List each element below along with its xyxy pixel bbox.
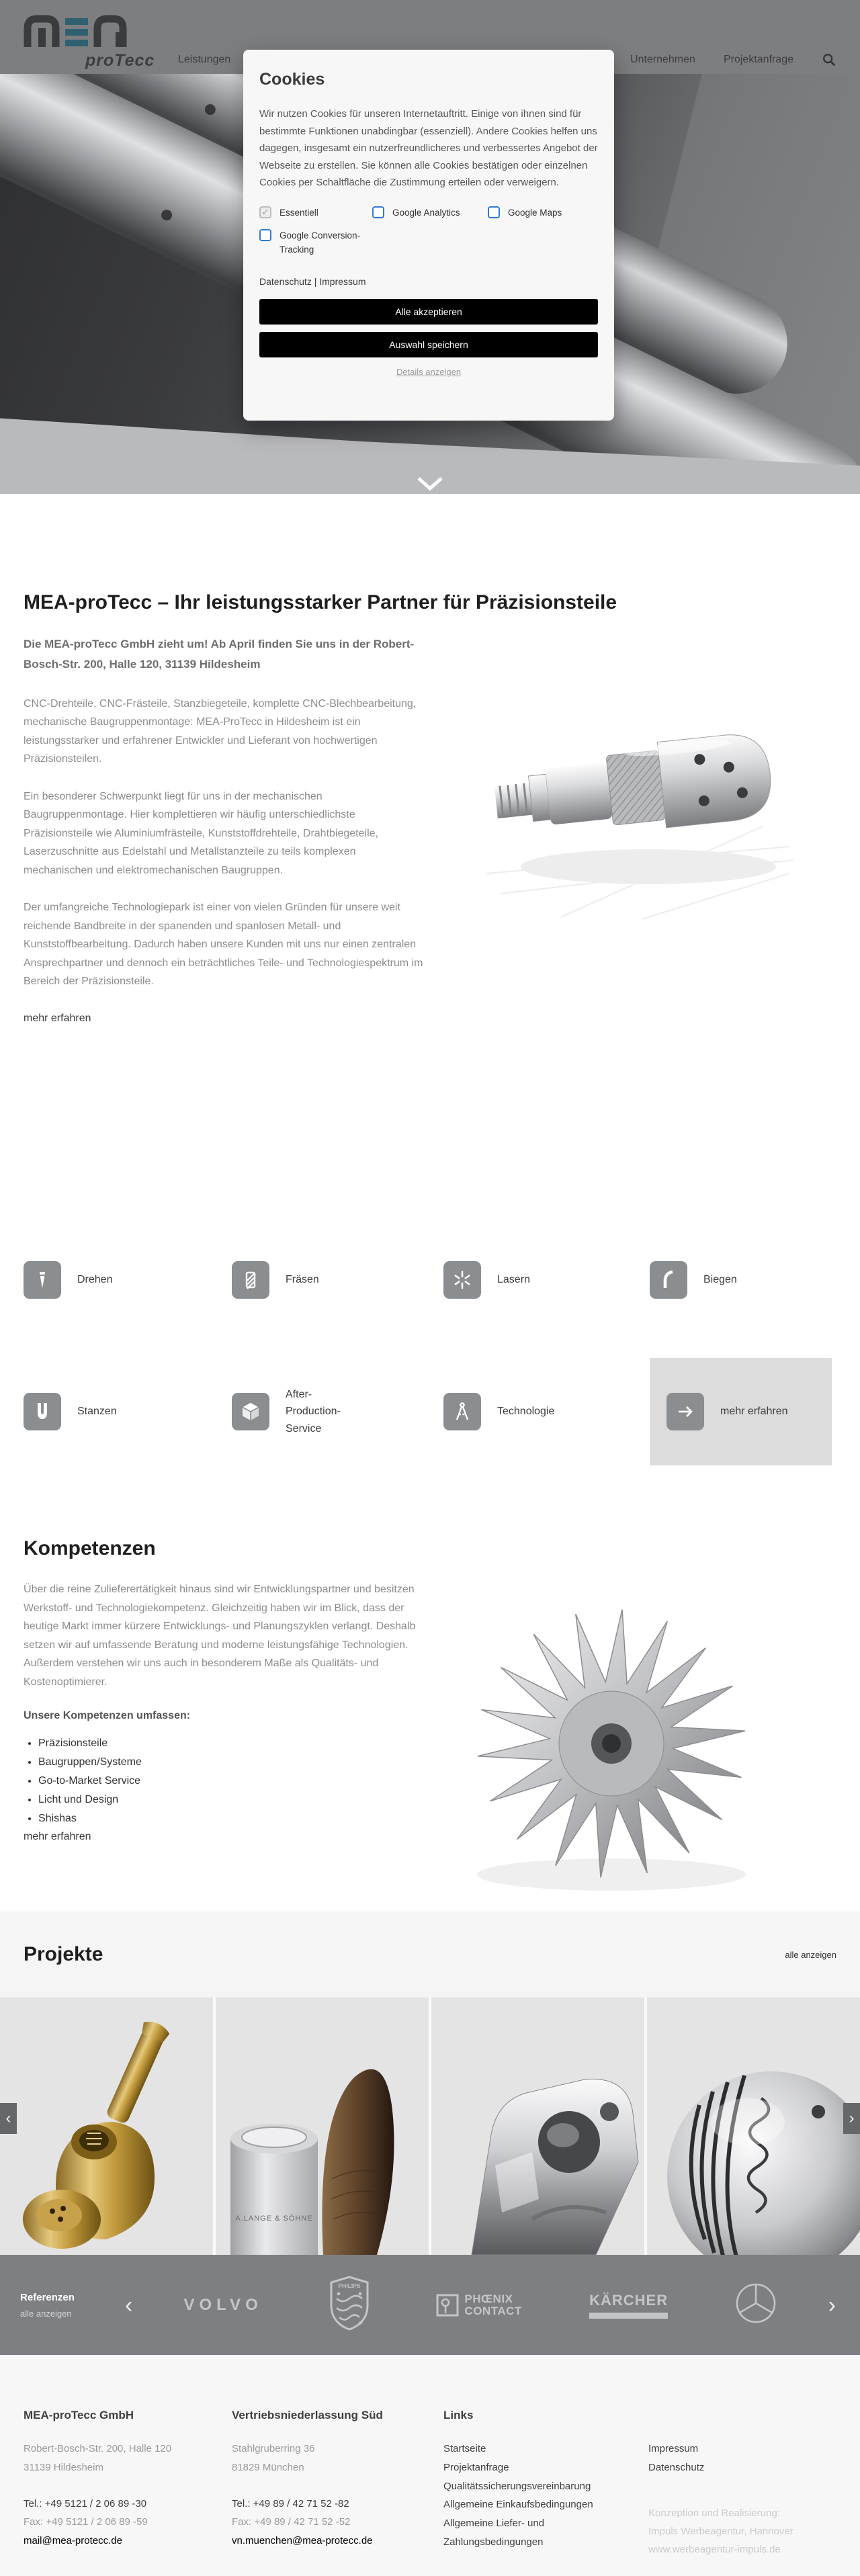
nav-item-projektanfrage[interactable]: Projektanfrage <box>723 54 793 65</box>
service-tile-biegen[interactable] <box>650 1261 832 1299</box>
projekte-header <box>0 1912 860 1998</box>
project-tile-shisha[interactable] <box>0 1998 213 2255</box>
mercedes-logo <box>735 2282 777 2327</box>
page-title: MEA-proTecc – Ihr leistungsstarker Partner für Präzisionsteile <box>24 591 617 613</box>
details-anzeigen-link[interactable]: Details anzeigen <box>396 367 462 378</box>
product-photo-nozzle <box>480 652 796 924</box>
footer-col-legal <box>648 2409 836 2576</box>
intro-paragraph: Ein besonderer Schwerpunkt liegt für uns in der mechanischen Baugruppenmontage. Hier komplettieren wir häufig unterschiedlichste Präzisionsteile wie Aluminiumfrästeile, Kunststoffdrehteile, Drahtbiegeteile, Laserzuschnitte aus Edelstahl und Metallstanzteile zu teils komplexen mechanischen und elektromechanischen Baugruppen. <box>24 790 378 876</box>
logo-subtext: proTecc <box>85 51 155 70</box>
projekte-all-link[interactable]: alle anzeigen <box>785 1949 836 1960</box>
checkbox-unchecked-icon[interactable] <box>488 206 500 218</box>
kaercher-underline <box>589 2313 668 2319</box>
section-title: Projekte <box>24 1943 103 1965</box>
footer-phone: Tel.: +49 89 / 42 71 52 -82 <box>232 2497 349 2509</box>
milling-icon <box>232 1261 269 1299</box>
footer-address: 81829 München <box>232 2461 304 2473</box>
kaercher-logo <box>589 2292 668 2319</box>
footer-link-qualitaetssicherung[interactable]: Qualitätssicherungsvereinbarung <box>443 2480 591 2492</box>
checkbox-label: Google Analytics <box>392 207 460 218</box>
services-more-card[interactable] <box>650 1358 832 1465</box>
footer-col-links <box>443 2409 648 2576</box>
credit-link[interactable]: www.werbeagentur-impuls.de <box>648 2543 781 2555</box>
phoenix-contact-icon <box>436 2294 459 2317</box>
credit-line: Impuls Werbeagentur, Hannover <box>648 2525 793 2537</box>
logo-mea-icon <box>24 12 131 50</box>
referenzen-title: Referenzen <box>20 2291 75 2303</box>
checkbox-label: Essentiell <box>280 207 318 218</box>
volvo-logo: VOLVO <box>183 2295 263 2314</box>
service-label: Stanzen <box>77 1406 117 1418</box>
philips-text: PHILIPS <box>338 2282 361 2289</box>
list-item: • Präzisionsteile <box>38 1734 836 1753</box>
phoenix-contact-logo <box>436 2293 521 2317</box>
footer-col-branch <box>232 2409 443 2576</box>
phoenix-text-line2: CONTACT <box>464 2304 522 2317</box>
cookie-dialog-text: Wir nutzen Cookies für unseren Internetauftritt. Einige von ihnen sind für bestimmte Funktionen unabdingbar (essenziell). Andere Cookies helfen uns dagegen, insgesamt ein nutzerfreundlicheres und verbessertes Angebot der Webseite zu erstellen. Sie können alle Cookies bestätigen oder einzelnen Cookies per Schaltfläche die Zustimmung erteilen oder verweigern. <box>259 108 598 188</box>
kompetenzen-section <box>0 1498 860 1912</box>
footer-link-projektanfrage[interactable]: Projektanfrage <box>443 2461 509 2473</box>
checkbox-unchecked-icon[interactable] <box>259 229 271 241</box>
punching-icon <box>24 1393 61 1430</box>
datenschutz-link[interactable]: Datenschutz <box>259 276 312 288</box>
credit-line: Konzeption und Realisierung: <box>648 2507 780 2519</box>
carousel-next-icon[interactable]: › <box>843 2103 860 2134</box>
footer-address: Robert-Bosch-Str. 200, Halle 120 <box>24 2443 172 2454</box>
kompetenzen-paragraph: Über die reine Zulieferertätigkeit hinaus sind wir Entwicklungspartner und besitzen Werkstoff- und Technologiekompetenz. Gleichzeitig haben wir im Blick, dass der heutige Markt immer kürzere Entwicklungs- und Planungszyklen verlangt. Deshalb setzen wir auf umfassende Beratung und moderne leistungsfähige Technologien. Außerdem verstehen wir uns auch in besonderem Maße als Qualitäts- und Kostenoptimierer. <box>24 1584 416 1688</box>
list-item: • Go-to-Market Service <box>38 1772 836 1791</box>
footer-link-einkaufsbedingungen[interactable]: Allgemeine Einkaufsbedingungen <box>443 2499 593 2511</box>
checkbox-google-analytics[interactable] <box>372 206 488 220</box>
checkbox-google-conversion-tracking[interactable] <box>259 229 434 257</box>
scroll-down-icon[interactable] <box>416 476 444 491</box>
footer-branch-title: Vertriebsniederlassung Süd <box>232 2409 383 2421</box>
intro-lead-text: Die MEA-proTecc GmbH zieht um! Ab April finden Sie uns in der Robert-Bosch-Str. 200, Halle 120, 31139 Hildesheim <box>24 638 415 671</box>
footer-email-link[interactable]: mail@mea-protecc.de <box>24 2535 122 2546</box>
phoenix-text-line1: PHŒNIX <box>464 2292 513 2305</box>
search-icon[interactable] <box>822 52 836 67</box>
product-photo-heatsink <box>447 1592 776 1912</box>
footer-fax: Fax: +49 5121 / 2 06 89 -59 <box>24 2516 148 2528</box>
footer-company-title: MEA-proTecc GmbH <box>24 2409 134 2421</box>
list-item: • Shishas <box>38 1809 836 1828</box>
project-tile-clamp[interactable] <box>431 1998 644 2255</box>
philips-logo <box>330 2276 369 2334</box>
service-label: After-Production-Service <box>286 1388 341 1434</box>
service-label: Fräsen <box>286 1273 319 1285</box>
list-item: • Baugruppen/Systeme <box>38 1753 836 1772</box>
project-tile-lange-soehne[interactable] <box>216 1998 429 2255</box>
logo[interactable] <box>24 12 155 70</box>
footer-col-company <box>24 2409 232 2576</box>
footer-phone: Tel.: +49 5121 / 2 06 89 -30 <box>24 2497 147 2509</box>
arrow-right-icon <box>666 1393 704 1430</box>
cookie-consent-dialog <box>243 50 614 421</box>
service-tile-technologie[interactable] <box>443 1393 650 1430</box>
checkbox-essentiell[interactable] <box>259 206 372 220</box>
service-label: Biegen <box>703 1273 737 1285</box>
service-tile-after-production-service[interactable] <box>232 1386 443 1438</box>
carousel-prev-icon[interactable]: ‹ <box>0 2103 17 2134</box>
referenzen-all-link[interactable]: alle anzeigen <box>20 2308 72 2319</box>
referenzen-intro <box>20 2292 121 2319</box>
compass-icon <box>443 1393 481 1430</box>
footer-credit <box>648 2504 836 2559</box>
nav-item-leistungen[interactable]: Leistungen <box>178 54 231 65</box>
kompetenzen-more-link[interactable]: mehr erfahren <box>24 1831 91 1843</box>
accept-all-button[interactable]: Alle akzeptieren <box>259 299 598 325</box>
brand-logos <box>136 2276 824 2334</box>
footer-link-startseite[interactable]: Startseite <box>443 2443 486 2454</box>
nav-item-unternehmen[interactable]: Unternehmen <box>630 54 695 65</box>
footer-links-title: Links <box>443 2409 474 2421</box>
service-tile-fraesen[interactable] <box>232 1261 443 1299</box>
cookie-checkbox-group <box>259 206 598 267</box>
package-icon <box>232 1393 269 1430</box>
footer-fax: Fax: +49 89 / 42 71 52 -52 <box>232 2516 351 2528</box>
service-label: mehr erfahren <box>720 1406 788 1418</box>
list-item: • Licht und Design <box>38 1791 836 1809</box>
intro-section <box>0 494 860 1223</box>
footer <box>0 2355 860 2576</box>
referenzen-bar <box>0 2255 860 2355</box>
footer-email-link[interactable]: vn.muenchen@mea-protecc.de <box>232 2535 373 2546</box>
intro-paragraph: CNC-Drehteile, CNC-Frästeile, Stanzbiegeteile, komplette CNC-Blechbearbeitung, mechanische Baugruppenmontage: MEA-ProTecc in Hildesheim ist ein leistungsstarker und erfahrener Entwickler und Lieferant von hochwertigen Präzisionsteilen. <box>24 697 417 765</box>
service-label: Drehen <box>77 1273 113 1285</box>
link-separator: | <box>314 276 317 288</box>
footer-link-datenschutz[interactable]: Datenschutz <box>648 2461 705 2473</box>
service-label: Lasern <box>497 1273 530 1285</box>
intro-paragraph: Der umfangreiche Technologiepark ist einer von vielen Gründen für unsere weit reichende Bandbreite in der spanenden und spanlosen Metall- und Kunststoffbearbeitung. Dadurch haben unsere Kunden mit uns nur einen zentralen Ansprechpartner und dennoch ein beträchtliches Teile- und Technologiespektrum im Bereich der Präzisionsteile. <box>24 902 423 988</box>
section-title: Kompetenzen <box>24 1537 156 1559</box>
laser-icon <box>443 1261 481 1299</box>
footer-link-lieferbedingungen[interactable]: Allgemeine Liefer- und Zahlungsbedingungen <box>443 2518 545 2548</box>
checkbox-checked-icon[interactable]: ✓ <box>259 206 271 218</box>
checkbox-label: Google Maps <box>508 207 562 218</box>
referenzen-prev-icon[interactable]: ‹ <box>125 2292 133 2318</box>
service-tile-drehen[interactable] <box>24 1261 232 1299</box>
lathe-tool-icon <box>24 1261 61 1299</box>
service-label: Technologie <box>497 1406 555 1418</box>
cookie-legal-links <box>259 276 598 287</box>
footer-link-impressum[interactable]: Impressum <box>648 2443 699 2454</box>
projekte-carousel <box>0 1998 860 2255</box>
save-selection-button[interactable]: Auswahl speichern <box>259 332 598 357</box>
kompetenzen-list-title: Unsere Kompetenzen umfassen: <box>24 1710 191 1722</box>
project-brand-text: A.LANGE & SÖHNE <box>235 2215 313 2223</box>
cookie-dialog-title: Cookies <box>259 70 325 89</box>
project-tile-grooved-ball[interactable] <box>647 1998 860 2255</box>
footer-address: Stahlgruberring 36 <box>232 2443 315 2454</box>
services-grid <box>0 1223 860 1498</box>
referenzen-next-icon[interactable]: › <box>828 2292 836 2318</box>
impressum-link[interactable]: Impressum <box>319 276 366 288</box>
intro-more-link[interactable]: mehr erfahren <box>24 1012 91 1024</box>
checkbox-unchecked-icon[interactable] <box>372 206 384 218</box>
footer-address: 31139 Hildesheim <box>24 2461 103 2473</box>
checkbox-google-maps[interactable] <box>488 206 589 220</box>
kaercher-text: KÄRCHER <box>589 2291 669 2309</box>
checkbox-label: Google Conversion-Tracking <box>280 230 361 255</box>
service-tile-lasern[interactable] <box>443 1261 650 1299</box>
bending-icon <box>650 1261 687 1299</box>
service-tile-stanzen[interactable] <box>24 1393 232 1430</box>
